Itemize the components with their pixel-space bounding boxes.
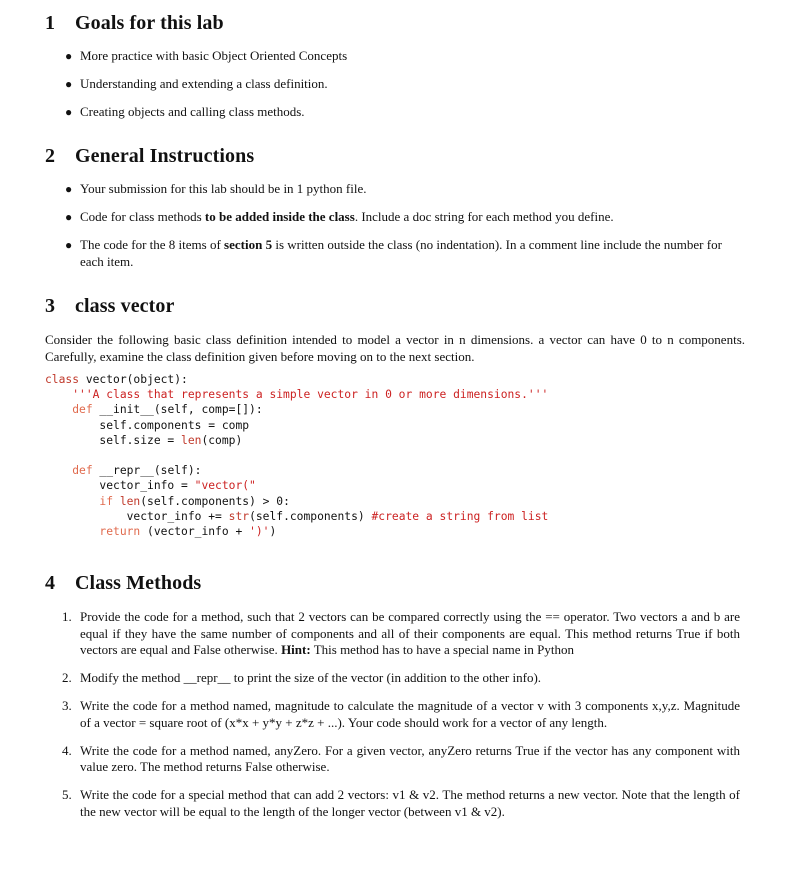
section-1-heading xyxy=(45,12,224,35)
section-title: General Instructions xyxy=(75,145,255,167)
list-item: 2. Modify the method __repr__ to print the size of the vector (in addition to the other info). xyxy=(62,670,542,685)
list-item: ● More practice with basic Object Oriented Concepts xyxy=(65,48,348,63)
section-number: 3 xyxy=(45,295,56,317)
section-number: 4 xyxy=(45,572,56,594)
instructions-list xyxy=(65,181,745,270)
bullet-icon: ● xyxy=(65,49,73,63)
list-item: 3. Write the code for a method named, magnitude to calculate the magnitude of a vector v with 3 components x,y,z. Magnitude of a vector = square root of (x*x + y*y + z*z + ...). Your code should work for a vector of any length. xyxy=(62,698,740,730)
section-number: 1 xyxy=(45,12,56,34)
code-block: class vector(object): '''A class that represents a simple vector in 0 or more dimensions.''' def __init__(self, comp=[]): self.components = comp self.size = len(comp) def __repr__(self): vector_info = "vector(" if len(self.components) > 0: vector_info += str(self.components) #create a string from list return (vector_info + ')') xyxy=(45,373,549,539)
section-title: Goals for this lab xyxy=(75,12,224,34)
section-3-heading xyxy=(45,295,175,318)
list-item: ● Creating objects and calling class methods. xyxy=(65,104,305,119)
list-item: 5. Write the code for a special method that can add 2 vectors: v1 & v2. The method returns a new vector. Note that the length of the new vector will be equal to the length of the longer vector (between v1 & v2). xyxy=(62,787,740,819)
section-number: 2 xyxy=(45,145,56,167)
list-item: ● Your submission for this lab should be in 1 python file. xyxy=(65,181,367,196)
list-item: ● The code for the 8 items of section 5 is written outside the class (no indentation). In a comment line include the number for each item. xyxy=(65,237,722,269)
methods-list xyxy=(62,609,740,820)
section-title: Class Methods xyxy=(75,572,202,594)
section-title: class vector xyxy=(75,295,175,317)
bullet-icon: ● xyxy=(65,210,73,224)
bullet-icon: ● xyxy=(65,238,73,252)
list-item: ● Code for class methods to be added inside the class. Include a doc string for each method you define. xyxy=(65,209,614,224)
section-2-heading xyxy=(45,145,254,168)
section-4-heading xyxy=(45,572,201,595)
list-item: ● Understanding and extending a class definition. xyxy=(65,76,328,91)
goals-list xyxy=(65,48,745,121)
list-item: 4. Write the code for a method named, anyZero. For a given vector, anyZero returns True if the vector has any component with value zero. The method returns False otherwise. xyxy=(62,742,740,774)
bullet-icon: ● xyxy=(65,182,73,196)
bullet-icon: ● xyxy=(65,105,73,119)
list-item: 1. Provide the code for a method, such that 2 vectors can be compared correctly using the == operator. Two vectors a and b are equal if they have the same number of components and all of their components are equal. This method returns True if both vectors are equal and False otherwise. Hint: This method has to have a special name in Python xyxy=(62,609,740,657)
vector-intro-paragraph: Consider the following basic class definition intended to model a vector in n dimensions. a vector can have 0 to n components. Carefully, examine the class definition given before moving on to the next section. xyxy=(45,332,745,364)
bullet-icon: ● xyxy=(65,77,73,91)
